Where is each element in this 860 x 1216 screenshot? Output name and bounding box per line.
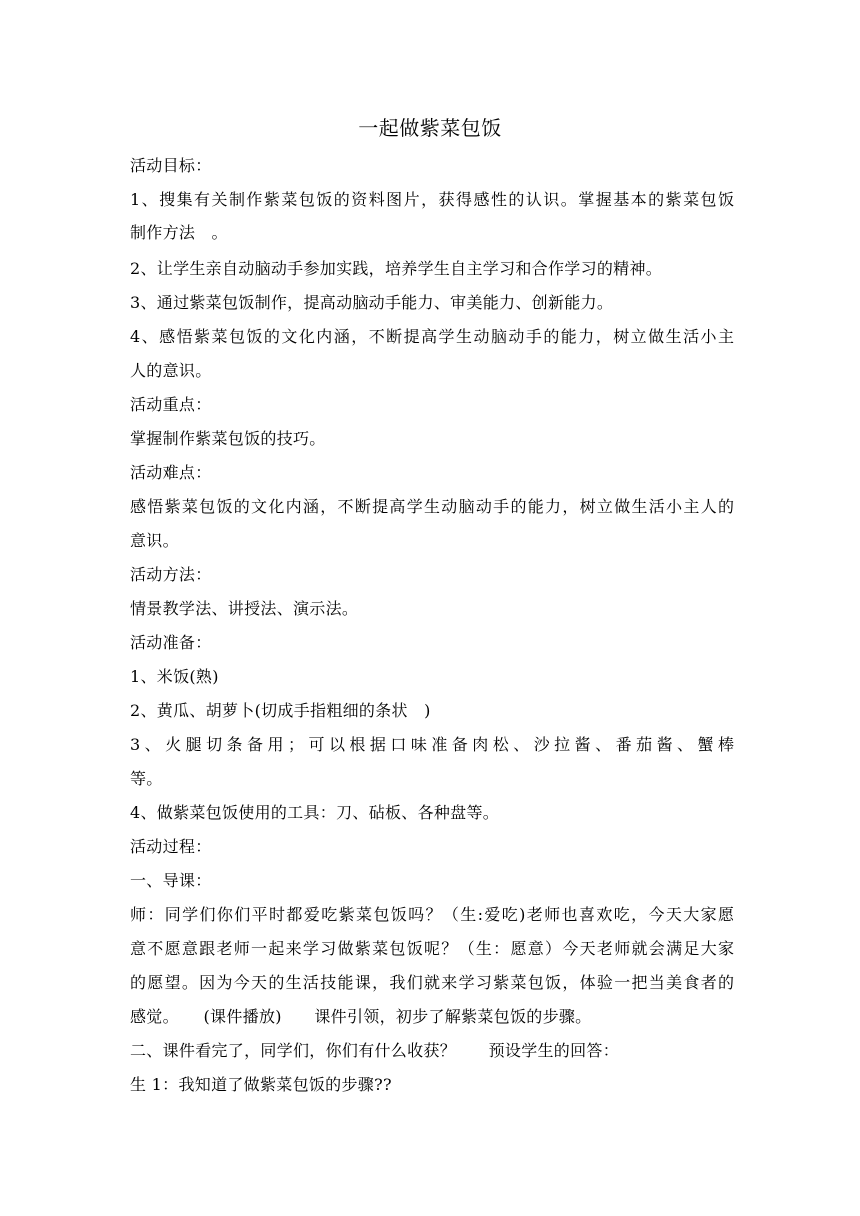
preparation-2: 2、黄瓜、胡萝卜(切成手指粗细的条状 )	[130, 701, 431, 720]
heading-preparation: 活动准备：	[130, 633, 212, 652]
teacher-dialogue-line-4: 感觉。 (课件播放) 课件引领，初步了解紫菜包饭的步骤。	[130, 1007, 592, 1026]
heading-key-points: 活动重点：	[130, 395, 212, 414]
document-title: 一起做紫菜包饭	[358, 116, 502, 140]
process-step-1-heading: 一、导课：	[130, 871, 212, 890]
heading-methods: 活动方法：	[130, 565, 212, 584]
heading-activity-goals: 活动目标：	[130, 156, 212, 175]
goal-1-line-2: 制作方法 。	[130, 223, 228, 242]
heading-difficulties: 活动难点：	[130, 463, 212, 482]
goal-2: 2、让学生亲自动脑动手参加实践，培养学生自主学习和合作学习的精神。	[130, 259, 663, 278]
goal-1-line-1: 1、搜集有关制作紫菜包饭的资料图片，获得感性的认识。掌握基本的紫菜包饭	[130, 190, 734, 209]
preparation-4: 4、做紫菜包饭使用的工具：刀、砧板、各种盘等。	[130, 803, 500, 822]
teacher-dialogue-line-1: 师：同学们你们平时都爱吃紫菜包饭吗？（生:爱吃)老师也喜欢吃，今天大家愿	[130, 905, 734, 924]
preparation-1: 1、米饭(熟)	[130, 667, 219, 686]
goal-4-line-2: 人的意识。	[130, 361, 212, 380]
methods-text: 情景教学法、讲授法、演示法。	[130, 599, 359, 618]
student-answer-1: 生 1：我知道了做紫菜包饭的步骤??	[130, 1075, 392, 1094]
goal-3: 3、通过紫菜包饭制作，提高动脑动手能力、审美能力、创新能力。	[130, 293, 614, 312]
key-points-text: 掌握制作紫菜包饭的技巧。	[130, 429, 326, 448]
preparation-3-line-2: 等。	[130, 769, 163, 788]
process-step-2: 二、课件看完了，同学们，你们有什么收获？ 预设学生的回答：	[130, 1041, 620, 1060]
preparation-3-line-1: 3、火腿切条备用；可以根据口味准备肉松、沙拉酱、番茄酱、蟹棒	[130, 735, 734, 754]
heading-process: 活动过程：	[130, 837, 212, 856]
teacher-dialogue-line-2: 意不愿意跟老师一起来学习做紫菜包饭呢？（生：愿意）今天老师就会满足大家	[130, 939, 734, 958]
difficulties-line-2: 意识。	[130, 531, 179, 550]
goal-4-line-1: 4、感悟紫菜包饭的文化内涵，不断提高学生动脑动手的能力，树立做生活小主	[130, 327, 734, 346]
difficulties-line-1: 感悟紫菜包饭的文化内涵，不断提高学生动脑动手的能力，树立做生活小主人的	[130, 497, 734, 516]
teacher-dialogue-line-3: 的愿望。因为今天的生活技能课，我们就来学习紫菜包饭，体验一把当美食者的	[130, 973, 734, 992]
